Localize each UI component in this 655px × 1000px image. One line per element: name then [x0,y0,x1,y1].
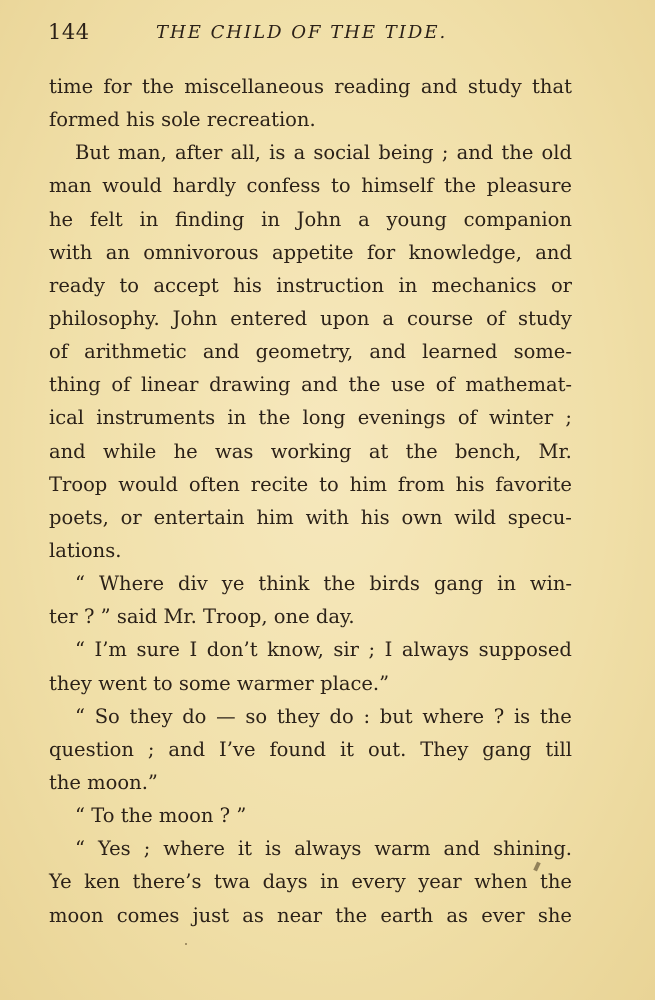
text-line [49,899,572,932]
word: ye [221,572,245,596]
word: appetite [272,240,354,264]
word: They [420,737,469,761]
word: the [540,870,572,894]
word: think [258,572,310,596]
word: of [49,340,68,364]
word: after [174,141,223,165]
word: old [541,141,572,165]
word: in [139,207,159,231]
word: bench, [454,439,522,463]
running-title: THE CHILD OF THE TIDE. [156,22,448,43]
word: ” [236,804,247,828]
text-line [49,269,572,302]
word: Ye [49,870,72,894]
word: one [273,605,310,629]
word: would [102,174,162,198]
word: of [486,306,506,330]
word: recite [250,472,309,496]
word: arithmetic [84,340,187,364]
word: ter [49,605,78,629]
word: in [497,572,516,596]
text-line [49,733,572,766]
word: ; [368,638,376,662]
word: formed [49,108,120,132]
word: Where [99,572,165,596]
word: working [270,439,352,463]
word: or [120,505,142,529]
word: birds [369,572,420,596]
word: evenings [357,406,446,430]
word: wild [454,505,496,529]
word: with [49,240,93,264]
word: all, [230,141,261,165]
word: entertain [153,505,245,529]
word: I [189,638,198,662]
word: philosophy. [49,306,160,330]
word: often [188,472,240,496]
text-line [49,70,572,103]
word: and [456,141,494,165]
text-line [49,103,572,136]
text-line [49,302,572,335]
word: was [215,439,254,463]
word: with [305,505,349,529]
word: drawing [209,373,291,397]
word: it [237,837,252,861]
word: and [420,75,458,98]
word: as [446,903,469,927]
word: to [319,472,339,496]
word: confess [246,174,321,198]
word: entered [230,306,308,330]
word: they [276,704,320,728]
word: long [302,406,346,430]
word: the [539,704,572,728]
word: days [262,870,308,894]
page-number: 144 [48,20,90,44]
word: recreation. [206,108,316,132]
word: as [242,903,264,927]
word: his [126,108,155,132]
word: course [407,306,474,330]
word: to [153,671,173,695]
word: use [391,373,426,397]
word: and [443,837,481,861]
text-line [49,236,572,269]
word: at [368,439,389,463]
word: moon [49,903,104,927]
word: omnivorous [143,240,259,264]
word: know, [267,638,324,662]
word: accept [153,273,219,297]
word: shining. [493,837,572,861]
word: there’s [132,870,202,894]
text-line [49,600,572,633]
word: John [172,306,218,330]
text-line [49,832,572,865]
word: thing [49,373,101,397]
word: a [358,207,370,231]
word: ” [100,605,111,629]
word: own [401,505,443,529]
word: day. [315,605,355,629]
word: and [49,439,86,463]
body-text [49,70,572,932]
word: study [518,306,572,330]
word: man [49,174,92,198]
word: the [120,804,153,828]
word: and [168,737,206,761]
text-line [49,335,572,368]
word: felt [89,207,123,231]
word: till [545,737,572,761]
word: companion [463,207,572,231]
word: favorite [495,472,572,496]
word: and [369,340,406,364]
word: ; [441,141,449,165]
word: the [258,406,291,430]
word: the [142,75,174,98]
word: while [103,439,157,463]
word: do [329,704,354,728]
word: instruments [96,406,216,430]
word: knowledge, [408,240,522,264]
word: where [163,837,225,861]
word: “ [75,804,85,828]
word: ? [83,605,95,629]
word: out. [367,737,407,761]
word: to [119,273,139,297]
word: “ [75,572,85,596]
word: when [474,870,528,894]
word: Yes [97,837,131,861]
word: young [386,207,447,231]
text-line [49,766,572,799]
word: they [129,704,173,728]
word: I [384,638,393,662]
word: don’t [206,638,258,662]
word: ever [481,903,525,927]
word: warm [374,837,431,861]
word: the [323,572,356,596]
word: and [535,240,572,264]
word: would [118,472,178,496]
text-line [49,501,572,534]
word: always [294,837,362,861]
word: in [261,207,280,231]
word: study [467,75,522,98]
word: an [105,240,130,264]
word: gang [482,737,532,761]
word: man, [117,141,167,165]
word: the [501,141,534,165]
text-line [49,203,572,236]
word: every [351,870,406,894]
word: gang [433,572,484,596]
word: she [537,903,572,927]
word: the [49,770,81,794]
word: his [233,273,262,297]
word: Mr. [163,605,197,629]
word: where [422,704,485,728]
word: always [401,638,470,662]
word: lations. [49,538,122,562]
word: twa [213,870,251,894]
word: the [405,439,438,463]
word: do [182,704,207,728]
word: John [296,207,342,231]
word: some [178,671,231,695]
word: winter [488,406,554,430]
word: learned [422,340,498,364]
word: in [227,406,247,430]
word: Troop, [203,605,268,629]
word: of [457,406,477,430]
word: supposed [478,638,572,662]
word: his [360,505,390,529]
running-head [48,20,576,48]
word: hardly [172,174,236,198]
word: ken [84,870,121,894]
word: social [313,141,371,165]
word: “ [75,638,85,662]
word: some- [513,340,572,364]
word: question [49,737,134,761]
text-line [49,435,572,468]
word: for [103,75,132,98]
word: linear [140,373,199,397]
word: win- [529,572,572,596]
text-line [49,700,572,733]
word: his [455,472,485,496]
word: moon [158,804,214,828]
text-line [49,567,572,600]
word: Mr. [538,439,572,463]
word: they [49,671,92,695]
text-line [49,865,572,898]
text-line [49,799,572,832]
word: reading [334,75,411,98]
text-line [49,136,572,169]
word: Troop [49,472,108,496]
word: specu- [507,505,572,529]
word: just [192,903,230,927]
word: ? [493,704,505,728]
word: he [173,439,198,463]
word: to [331,174,351,198]
word: place.” [320,671,390,695]
paper-speck [185,943,187,945]
word: earth [380,903,434,927]
word: is [513,704,531,728]
text-line [49,667,572,700]
word: ready [49,273,105,297]
word: miscellaneous [184,75,324,98]
word: and [301,373,338,397]
word: ; [147,737,155,761]
word: upon [320,306,370,330]
word: found [269,737,326,761]
word: near [277,903,323,927]
word: a [293,141,306,165]
word: in [320,870,339,894]
word: a [382,306,395,330]
word: went [98,671,147,695]
word: ; [565,406,572,430]
word: So [94,704,120,728]
word: “ [75,837,85,861]
text-line [49,534,572,567]
word: and [202,340,240,364]
text-line [49,633,572,666]
word: finding [175,207,245,231]
word: the [335,903,368,927]
word: ; [143,837,151,861]
word: him [349,472,387,496]
word: : [363,704,371,728]
word: ical [49,406,85,430]
word: div [178,572,208,596]
text-line [49,368,572,401]
word: I’ve [219,737,256,761]
text-line [49,169,572,202]
word: himself [361,174,434,198]
word: mathemat- [465,373,572,397]
word: from [397,472,445,496]
word: is [269,141,286,165]
word: time [49,75,94,98]
word: “ [75,704,85,728]
word: said [116,605,158,629]
word: warmer [236,671,314,695]
word: ? [219,804,231,828]
word: instruction [276,273,385,297]
word: — [216,704,236,728]
word: or [550,273,572,297]
word: sure [136,638,180,662]
word: comes [116,903,180,927]
word: but [379,704,413,728]
word: being [378,141,434,165]
word: moon.” [87,770,158,794]
word: poets, [49,505,109,529]
word: I’m [94,638,127,662]
word: the [444,174,477,198]
word: mechanics [431,273,537,297]
word: sir [333,638,359,662]
word: To [91,804,115,828]
text-line [49,401,572,434]
word: him [256,505,294,529]
word: is [264,837,282,861]
word: so [245,704,268,728]
word: of [435,373,455,397]
word: that [532,75,572,98]
word: sole [161,108,201,132]
word: it [339,737,355,761]
word: for [366,240,396,264]
word: But [75,141,110,165]
text-line [49,468,572,501]
word: of [111,373,131,397]
word: geometry, [255,340,354,364]
word: in [398,273,418,297]
word: year [418,870,462,894]
word: pleasure [486,174,572,198]
word: the [348,373,381,397]
word: he [49,207,74,231]
